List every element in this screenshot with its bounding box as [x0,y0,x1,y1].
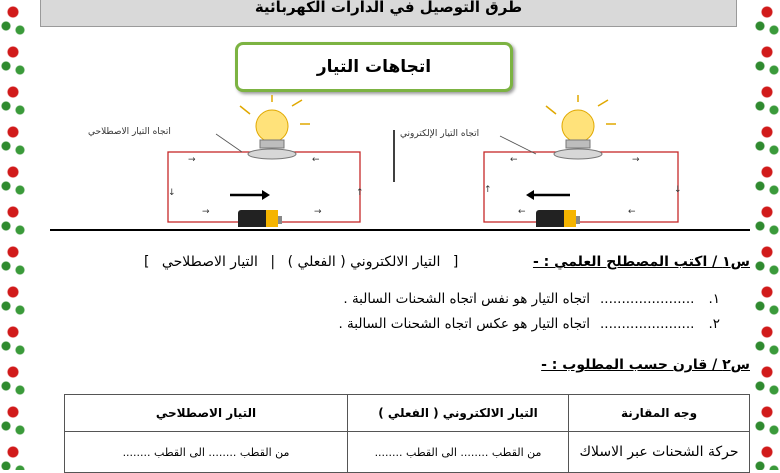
q1-item-2 [338,316,720,332]
q1-item-1 [343,291,720,307]
svg-text:←: ← [628,207,636,217]
svg-text:→: → [314,207,322,217]
svg-text:→: → [188,155,196,165]
top-banner [40,0,737,27]
header-conventional-current: التيار الاصطلاحي [65,395,348,432]
table-header-row [65,395,750,432]
svg-text:←: ← [518,207,526,217]
lamp-icon-right [546,95,616,159]
header-comparison-aspect: وجه المقارنة [569,395,750,432]
svg-text:↓: ↓ [674,185,682,195]
section-title: اتجاهات التيار [316,57,432,77]
battery-icon-right [536,210,580,227]
answer-blank[interactable]: ...................... [600,316,695,332]
term-electronic: التيار الالكتروني ( الفعلي ) [287,254,441,270]
term-bracket-open: [ [452,254,459,270]
comparison-table [64,394,750,473]
lamp-icon-left [240,95,310,159]
svg-text:↑: ↑ [484,185,492,195]
floral-border-right [754,0,780,470]
item-number: ١. [708,291,720,307]
section-divider [50,229,750,231]
term-conventional: التيار الاصطلاحي [161,254,258,270]
battery-icon-left [238,210,282,227]
q2-heading: س٢ / قارن حسب المطلوب : - [541,357,750,373]
svg-text:↓: ↓ [168,188,176,198]
item-text: اتجاه التيار هو نفس اتجاه الشحنات السالبة . [343,291,591,307]
answer-cell-conventional[interactable]: من القطب ........ الى القطب ........ [65,432,348,473]
header-electronic-current: التيار الالكتروني ( الفعلي ) [348,395,569,432]
item-number: ٢. [708,316,720,332]
term-bracket-close: ] [144,254,150,270]
item-text: اتجاه التيار هو عكس اتجاه الشحنات السالبة . [338,316,591,332]
electronic-circuit [400,95,682,227]
floral-border-left [0,0,26,470]
answer-cell-electronic[interactable]: من القطب ........ الى القطب ........ [348,432,569,473]
electronic-label: اتجاه التيار الإلكتروني [400,129,480,139]
section-title-box [235,42,513,92]
banner-title: طرق التوصيل في الدارات الكهربائية [254,0,523,16]
term-separator: | [270,254,276,270]
svg-text:↑: ↑ [356,188,364,198]
conventional-label: اتجاه التيار الاصطلاحي [88,127,171,137]
circuit-diagrams [30,92,750,227]
worksheet-page [30,0,750,470]
row-label: حركة الشحنات عبر الاسلاك [569,432,750,473]
svg-text:→: → [202,207,210,217]
answer-blank[interactable]: ...................... [600,291,695,307]
table-row [65,432,750,473]
q1-term-bank [140,254,462,270]
svg-text:←: ← [510,155,518,165]
q1-heading: س١ / اكتب المصطلح العلمي : - [532,254,750,270]
svg-text:←: ← [312,155,320,165]
svg-text:→: → [632,155,640,165]
conventional-circuit [88,95,364,227]
